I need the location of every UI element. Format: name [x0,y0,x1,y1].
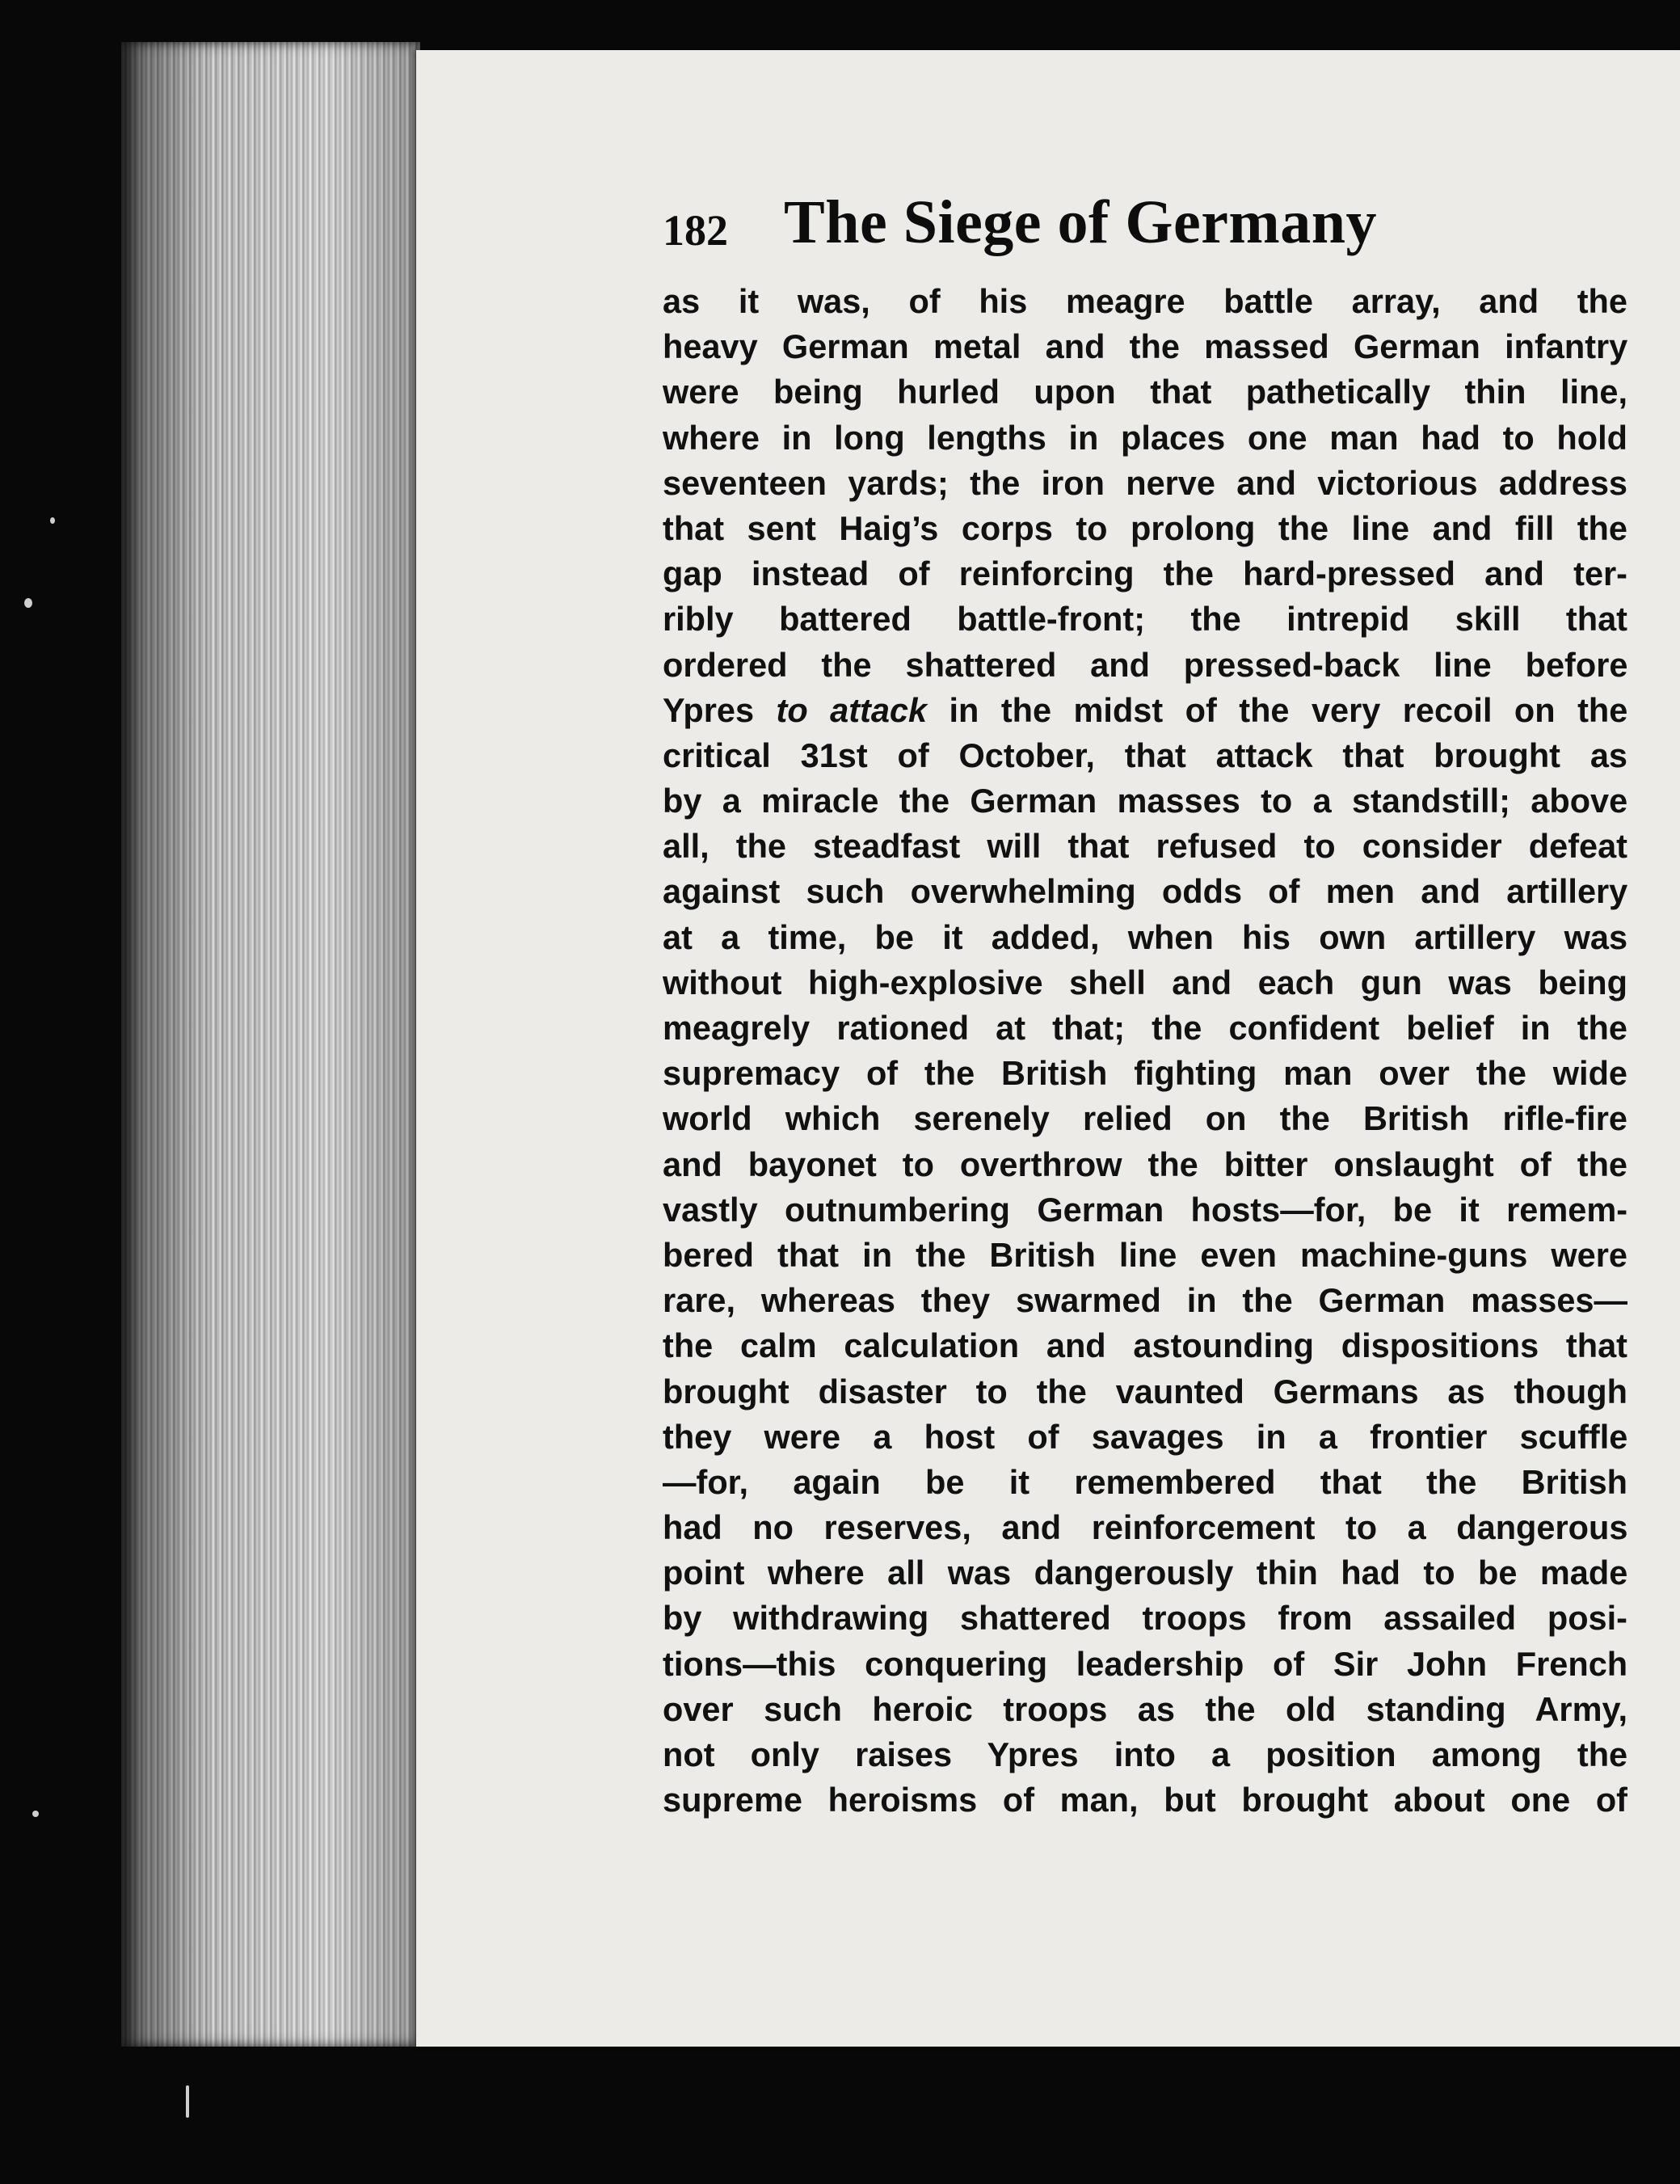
text-line: critical 31st of October, that attack that brought as [663,736,1627,774]
scan-speck [50,517,55,524]
body-text [663,279,1627,1823]
text-line: heavy German metal and the massed German infantry [663,327,1627,366]
text-line: all, the steadfast will that refused to consider defeat [663,827,1627,866]
italic-emphasis: to attack [776,690,928,729]
text-line: meagrely rationed at that; the confident belief in the [663,1009,1627,1047]
text-line: tions—this conquering leadership of Sir John French [663,1644,1627,1683]
text-line: vastly outnumbering German hosts—for, be it remem- [663,1190,1627,1229]
text-line: world which serenely relied on the British rifle-fire [663,1099,1627,1138]
text-line: by withdrawing shattered troops from assailed posi- [663,1599,1627,1638]
text-line-with-italic [663,688,1627,733]
text-line: ordered the shattered and pressed-back line before [663,645,1627,684]
text-line: the calm calculation and astounding dispositions that [663,1326,1627,1365]
text-line: that sent Haig’s corps to prolong the line and fill the [663,508,1627,547]
text-line: were being hurled upon that pathetically thin line, [663,373,1627,411]
text-line: at a time, be it added, when his own artillery was [663,917,1627,956]
text-line: rare, whereas they swarmed in the German masses— [663,1281,1627,1320]
text-line: where in long lengths in places one man had to hold [663,418,1627,457]
text-line: supremacy of the British fighting man over the wide [663,1054,1627,1093]
scan-speck [24,598,32,608]
line-segment: Ypres [663,690,777,729]
text-line: as it was, of his meagre battle array, and the [663,282,1627,320]
text-line: against such overwhelming odds of men and artillery [663,872,1627,911]
page-number: 182 [663,206,728,255]
text-line: and bayonet to overthrow the bitter onslaught of the [663,1145,1627,1183]
scan-speck [32,1811,39,1817]
text-line: —for, again be it remembered that the British [663,1462,1627,1501]
text-line: by a miracle the German masses to a standstill; above [663,782,1627,820]
text-line: ribly battered battle-front; the intrepid skill that [663,600,1627,639]
text-line: seventeen yards; the iron nerve and victorious address [663,463,1627,502]
book-page-edges [121,42,420,2047]
text-line: had no reserves, and reinforcement to a dangerous [663,1508,1627,1547]
text-line: brought disaster to the vaunted Germans as though [663,1372,1627,1410]
running-head [663,188,1680,285]
text-line: without high-explosive shell and each gun was being [663,963,1627,1001]
printed-page [416,50,1680,2047]
text-line: they were a host of savages in a frontier scuffle [663,1417,1627,1456]
line-segment: in the midst of the very recoil on the [927,690,1627,729]
text-line: point where all was dangerously thin had to be made [663,1554,1627,1592]
text-line: supreme heroisms of man, but brought about one of [663,1781,1627,1819]
text-line: not only raises Ypres into a position among the [663,1735,1627,1773]
text-line: bered that in the British line even machine-guns were [663,1235,1627,1274]
text-line: gap instead of reinforcing the hard-pressed and ter- [663,554,1627,593]
scan-speck [186,2085,189,2118]
text-line: over such heroic troops as the old standing Army, [663,1689,1627,1728]
running-title: The Siege of Germany [784,188,1378,256]
